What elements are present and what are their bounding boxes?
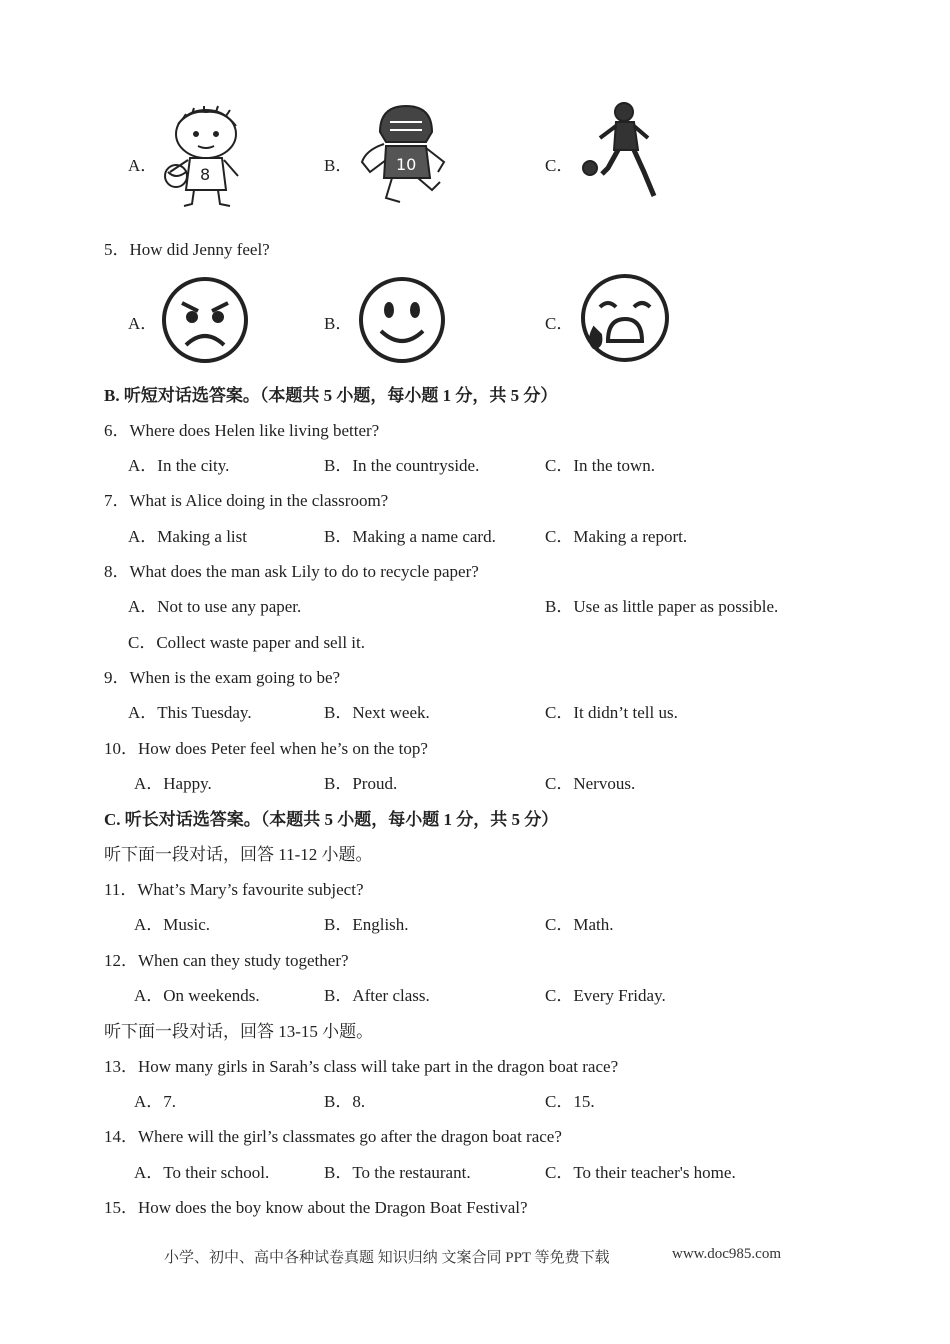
q13-question: 13．How many girls in Sarah’s class will take part in the dragon boat race?: [104, 1057, 619, 1076]
q8-option-c: C．Collect waste paper and sell it.: [128, 633, 365, 652]
q6-option-b: B．In the countryside.: [324, 456, 480, 475]
q10-question: 10．How does Peter feel when he’s on the top?: [104, 739, 428, 758]
q8-question: 8．What does the man ask Lily to do to recycle paper?: [104, 562, 479, 581]
footer-text: 小学、初中、高中各种试卷真题 知识归纳 文案合同 PPT 等免费下载: [164, 1250, 610, 1266]
q7-question: 7．What is Alice doing in the classroom?: [104, 491, 389, 510]
q15-question: 15．How does the boy know about the Dragon Boat Festival?: [104, 1198, 528, 1217]
q5-option-a-label: A．: [128, 314, 158, 333]
q7-option-a: A．Making a list: [128, 527, 247, 546]
q14-option-b: B．To the restaurant.: [324, 1163, 471, 1182]
q9-option-a: A．This Tuesday.: [128, 703, 252, 722]
q12-question: 12．When can they study together?: [104, 951, 349, 970]
q10-option-c: C．Nervous.: [545, 774, 636, 793]
q11-question: 11．What’s Mary’s favourite subject?: [104, 880, 364, 899]
q14-question: 14．Where will the girl’s classmates go after the dragon boat race?: [104, 1127, 562, 1146]
q5-option-c-label: C．: [545, 314, 574, 333]
q13-option-a: A．7.: [134, 1092, 177, 1111]
q10-option-b: B．Proud.: [324, 774, 398, 793]
q6-question: 6．Where does Helen like living better?: [104, 421, 380, 440]
q6-option-c: C．In the town.: [545, 456, 656, 475]
q9-option-c: C．It didn’t tell us.: [545, 703, 678, 722]
q5-option-b-label: B．: [324, 314, 353, 333]
q11-option-a: A．Music.: [134, 915, 211, 934]
q11-option-c: C．Math.: [545, 915, 614, 934]
q14-option-c: C．To their teacher's home.: [545, 1163, 736, 1182]
q4-option-c-label: C．: [545, 156, 574, 175]
svg-text:8: 8: [200, 165, 211, 184]
section-c-intro-1: 听下面一段对话，回答 11-12 小题。: [104, 845, 373, 864]
football-player-icon: [356, 102, 452, 208]
svg-text:10: 10: [396, 155, 417, 174]
q4-option-b-label: B．: [324, 156, 353, 175]
q11-option-b: B．English.: [324, 915, 409, 934]
angry-face-icon: [160, 275, 250, 365]
q4-option-a-label: A．: [128, 156, 158, 175]
basketball-player-icon: [160, 106, 252, 208]
q8-option-b: B．Use as little paper as possible.: [545, 597, 779, 616]
q5-question: 5．How did Jenny feel?: [104, 240, 270, 259]
q10-option-a: A．Happy.: [134, 774, 212, 793]
q12-option-b: B．After class.: [324, 986, 430, 1005]
q13-option-b: B．8.: [324, 1092, 366, 1111]
footer-link[interactable]: www.doc985.com: [672, 1246, 782, 1262]
q12-option-c: C．Every Friday.: [545, 986, 666, 1005]
q8-option-a: A．Not to use any paper.: [128, 597, 302, 616]
q7-option-b: B．Making a name card.: [324, 527, 496, 546]
smiling-face-icon: [357, 275, 447, 365]
q13-option-c: C．15.: [545, 1092, 595, 1111]
section-c-header: C. 听长对话选答案。（本题共 5 小题，每小题 1 分，共 5 分）: [104, 810, 559, 829]
section-b-header: B. 听短对话选答案。（本题共 5 小题，每小题 1 分，共 5 分）: [104, 386, 558, 405]
section-c-intro-2: 听下面一段对话，回答 13-15 小题。: [104, 1022, 374, 1041]
soccer-player-icon: [578, 98, 678, 206]
q6-option-a: A．In the city.: [128, 456, 230, 475]
q9-option-b: B．Next week.: [324, 703, 430, 722]
q12-option-a: A．On weekends.: [134, 986, 260, 1005]
q9-question: 9．When is the exam going to be?: [104, 668, 341, 687]
q14-option-a: A．To their school.: [134, 1163, 270, 1182]
q7-option-c: C．Making a report.: [545, 527, 688, 546]
crying-face-icon: [578, 271, 672, 365]
